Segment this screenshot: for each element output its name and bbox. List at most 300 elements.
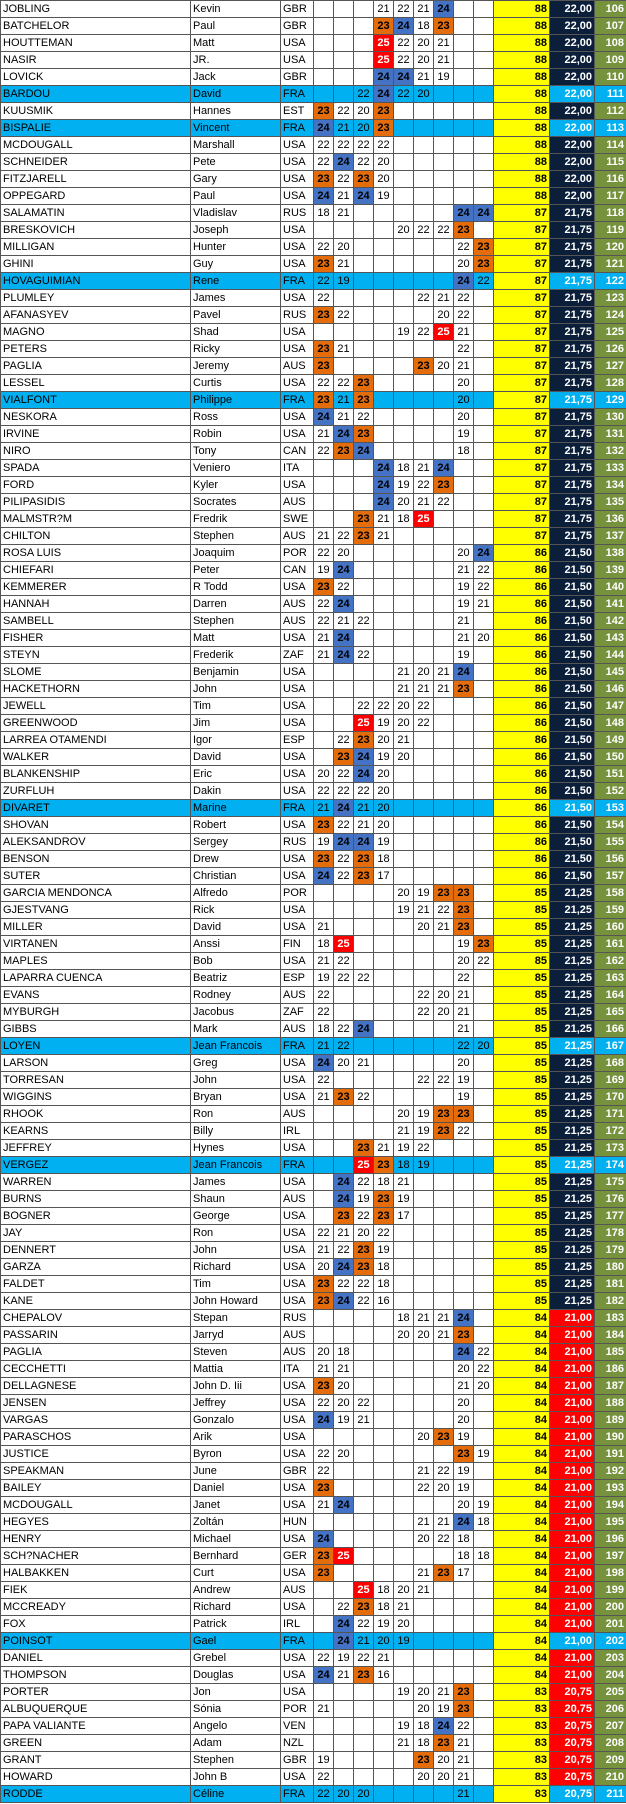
score-cell	[434, 375, 454, 392]
total-cell: 85	[494, 987, 550, 1004]
last-name-cell: PORTER	[1, 1684, 191, 1701]
score-cell: 23	[454, 681, 474, 698]
average-cell: 21,25	[550, 919, 595, 936]
score-cell: 23	[474, 256, 494, 273]
score-cell: 22	[314, 596, 334, 613]
score-cell: 17	[374, 868, 394, 885]
table-row	[1, 69, 626, 86]
score-cell: 20	[334, 545, 354, 562]
first-name-cell: Sergey	[191, 834, 281, 851]
score-cell: 21	[414, 1310, 434, 1327]
score-cell: 21	[474, 596, 494, 613]
score-cell: 22	[354, 1616, 374, 1633]
score-cell: 19	[374, 749, 394, 766]
last-name-cell: MCCREADY	[1, 1599, 191, 1616]
score-cell: 18	[374, 1174, 394, 1191]
score-cell: 23	[354, 1140, 374, 1157]
score-cell: 21	[314, 1361, 334, 1378]
score-cell	[474, 698, 494, 715]
score-cell	[434, 1055, 454, 1072]
rank-cell: 119	[595, 222, 626, 239]
score-cell: 22	[314, 290, 334, 307]
table-row	[1, 1072, 626, 1089]
score-cell	[334, 1769, 354, 1786]
table-row	[1, 987, 626, 1004]
score-cell	[374, 1565, 394, 1582]
score-cell: 22	[334, 1242, 354, 1259]
score-cell	[354, 1123, 374, 1140]
last-name-cell: SALAMATIN	[1, 205, 191, 222]
score-cell	[454, 137, 474, 154]
score-cell	[354, 1735, 374, 1752]
score-cell: 23	[314, 1276, 334, 1293]
table-row	[1, 613, 626, 630]
score-cell	[414, 120, 434, 137]
rank-cell: 188	[595, 1395, 626, 1412]
score-cell	[434, 732, 454, 749]
first-name-cell: Kevin	[191, 1, 281, 18]
score-cell	[374, 256, 394, 273]
average-cell: 21,25	[550, 1174, 595, 1191]
score-cell	[314, 222, 334, 239]
average-cell: 22,00	[550, 1, 595, 18]
score-cell	[414, 426, 434, 443]
table-row	[1, 1582, 626, 1599]
score-cell: 16	[374, 1667, 394, 1684]
country-cell: GER	[281, 1548, 314, 1565]
score-cell: 23	[354, 868, 374, 885]
score-cell	[474, 188, 494, 205]
table-row	[1, 545, 626, 562]
score-cell	[434, 783, 454, 800]
total-cell: 83	[494, 1718, 550, 1735]
score-cell: 21	[454, 987, 474, 1004]
average-cell: 21,25	[550, 936, 595, 953]
score-cell: 23	[374, 18, 394, 35]
score-cell	[414, 1412, 434, 1429]
rank-cell: 152	[595, 783, 626, 800]
average-cell: 21,25	[550, 1208, 595, 1225]
score-cell: 18	[334, 1344, 354, 1361]
score-cell: 21	[354, 1633, 374, 1650]
rank-cell: 121	[595, 256, 626, 273]
score-cell: 22	[414, 477, 434, 494]
score-cell	[314, 1140, 334, 1157]
score-cell: 20	[394, 885, 414, 902]
score-cell: 23	[414, 358, 434, 375]
score-cell	[474, 715, 494, 732]
score-cell	[474, 69, 494, 86]
total-cell: 88	[494, 52, 550, 69]
rank-cell: 132	[595, 443, 626, 460]
table-row	[1, 324, 626, 341]
country-cell: USA	[281, 290, 314, 307]
last-name-cell: HALBAKKEN	[1, 1565, 191, 1582]
total-cell: 87	[494, 290, 550, 307]
rank-cell: 135	[595, 494, 626, 511]
score-cell	[414, 647, 434, 664]
score-cell	[414, 392, 434, 409]
first-name-cell: Ron	[191, 1225, 281, 1242]
rank-cell: 116	[595, 171, 626, 188]
score-cell: 19	[314, 834, 334, 851]
score-cell	[474, 1752, 494, 1769]
first-name-cell: Billy	[191, 1123, 281, 1140]
last-name-cell: MALMSTR?M	[1, 511, 191, 528]
score-cell: 24	[334, 800, 354, 817]
score-cell: 20	[354, 120, 374, 137]
score-cell: 22	[354, 1293, 374, 1310]
last-name-cell: MCDOUGALL	[1, 1497, 191, 1514]
score-cell	[434, 1667, 454, 1684]
score-cell: 24	[374, 477, 394, 494]
country-cell: AUS	[281, 987, 314, 1004]
score-cell	[354, 1004, 374, 1021]
score-cell	[414, 1242, 434, 1259]
total-cell: 86	[494, 545, 550, 562]
table-row	[1, 970, 626, 987]
country-cell: USA	[281, 477, 314, 494]
score-cell	[374, 1735, 394, 1752]
rank-cell: 211	[595, 1786, 626, 1803]
table-row	[1, 1769, 626, 1786]
score-cell: 22	[454, 307, 474, 324]
average-cell: 21,75	[550, 358, 595, 375]
score-cell	[474, 817, 494, 834]
score-cell: 20	[374, 171, 394, 188]
score-cell	[334, 1514, 354, 1531]
score-cell	[434, 596, 454, 613]
country-cell: POR	[281, 1701, 314, 1718]
first-name-cell: Zoltán	[191, 1514, 281, 1531]
score-cell	[414, 1616, 434, 1633]
score-cell	[454, 1157, 474, 1174]
rank-cell: 182	[595, 1293, 626, 1310]
average-cell: 21,00	[550, 1480, 595, 1497]
score-cell: 25	[374, 35, 394, 52]
score-cell	[314, 1718, 334, 1735]
first-name-cell: Patrick	[191, 1616, 281, 1633]
country-cell: USA	[281, 188, 314, 205]
last-name-cell: DIVARET	[1, 800, 191, 817]
total-cell: 86	[494, 851, 550, 868]
score-cell	[354, 1038, 374, 1055]
score-cell	[374, 1361, 394, 1378]
table-row	[1, 1225, 626, 1242]
score-cell: 22	[474, 562, 494, 579]
score-cell	[414, 307, 434, 324]
total-cell: 85	[494, 1293, 550, 1310]
last-name-cell: OPPEGARD	[1, 188, 191, 205]
average-cell: 21,50	[550, 817, 595, 834]
score-cell: 22	[414, 222, 434, 239]
country-cell: CAN	[281, 562, 314, 579]
rank-cell: 150	[595, 749, 626, 766]
average-cell: 21,50	[550, 596, 595, 613]
score-cell	[334, 681, 354, 698]
last-name-cell: RHOOK	[1, 1106, 191, 1123]
country-cell: USA	[281, 1259, 314, 1276]
score-cell: 18	[314, 1021, 334, 1038]
score-cell	[374, 630, 394, 647]
score-cell	[414, 970, 434, 987]
score-cell: 23	[354, 375, 374, 392]
score-cell	[454, 69, 474, 86]
total-cell: 86	[494, 868, 550, 885]
score-cell	[374, 358, 394, 375]
average-cell: 21,50	[550, 630, 595, 647]
score-cell: 22	[334, 766, 354, 783]
score-cell: 22	[334, 868, 354, 885]
score-cell: 20	[414, 1701, 434, 1718]
score-cell: 23	[454, 222, 474, 239]
score-cell	[354, 1429, 374, 1446]
score-cell	[414, 1650, 434, 1667]
score-cell	[474, 766, 494, 783]
total-cell: 84	[494, 1344, 550, 1361]
total-cell: 86	[494, 766, 550, 783]
score-cell: 20	[394, 1327, 414, 1344]
last-name-cell: IRVINE	[1, 426, 191, 443]
score-cell	[434, 1293, 454, 1310]
score-cell	[394, 103, 414, 120]
score-cell	[314, 681, 334, 698]
last-name-cell: BATCHELOR	[1, 18, 191, 35]
country-cell: FRA	[281, 1633, 314, 1650]
score-cell	[314, 460, 334, 477]
score-cell: 24	[314, 409, 334, 426]
score-cell	[434, 528, 454, 545]
score-cell	[454, 1582, 474, 1599]
score-cell	[434, 1157, 454, 1174]
country-cell: USA	[281, 698, 314, 715]
country-cell: VEN	[281, 1718, 314, 1735]
last-name-cell: VERGEZ	[1, 1157, 191, 1174]
score-cell: 19	[394, 1633, 414, 1650]
total-cell: 88	[494, 171, 550, 188]
score-cell	[434, 1633, 454, 1650]
score-cell	[374, 613, 394, 630]
score-cell	[454, 783, 474, 800]
score-cell	[434, 188, 454, 205]
score-cell: 22	[454, 970, 474, 987]
score-cell	[394, 154, 414, 171]
country-cell: FRA	[281, 120, 314, 137]
rank-cell: 186	[595, 1361, 626, 1378]
score-cell: 22	[454, 1123, 474, 1140]
score-cell: 21	[314, 1242, 334, 1259]
score-cell	[474, 1599, 494, 1616]
score-cell	[434, 1395, 454, 1412]
country-cell: GBR	[281, 1752, 314, 1769]
average-cell: 21,00	[550, 1310, 595, 1327]
first-name-cell: Steven	[191, 1344, 281, 1361]
score-cell	[374, 936, 394, 953]
average-cell: 21,50	[550, 613, 595, 630]
score-cell	[414, 1208, 434, 1225]
score-cell	[414, 936, 434, 953]
rank-cell: 160	[595, 919, 626, 936]
last-name-cell: HOVAGUIMIAN	[1, 273, 191, 290]
score-cell	[334, 222, 354, 239]
country-cell: USA	[281, 766, 314, 783]
score-cell	[374, 1310, 394, 1327]
score-cell	[474, 1140, 494, 1157]
score-cell	[414, 341, 434, 358]
first-name-cell: David	[191, 86, 281, 103]
score-cell	[474, 1123, 494, 1140]
score-cell: 19	[334, 1412, 354, 1429]
average-cell: 21,75	[550, 341, 595, 358]
first-name-cell: JR.	[191, 52, 281, 69]
score-cell: 23	[374, 120, 394, 137]
average-cell: 21,50	[550, 851, 595, 868]
first-name-cell: Douglas	[191, 1667, 281, 1684]
score-cell	[414, 205, 434, 222]
total-cell: 85	[494, 919, 550, 936]
score-cell: 22	[354, 1395, 374, 1412]
country-cell: RUS	[281, 1310, 314, 1327]
score-cell: 22	[414, 1004, 434, 1021]
score-cell: 24	[334, 1293, 354, 1310]
score-cell: 23	[434, 477, 454, 494]
total-cell: 88	[494, 103, 550, 120]
score-cell	[414, 1276, 434, 1293]
score-cell	[334, 477, 354, 494]
score-cell: 20	[474, 1378, 494, 1395]
score-cell	[474, 732, 494, 749]
country-cell: FRA	[281, 392, 314, 409]
score-cell	[394, 562, 414, 579]
score-cell: 21	[454, 324, 474, 341]
score-cell	[434, 970, 454, 987]
score-cell	[374, 1123, 394, 1140]
first-name-cell: Curtis	[191, 375, 281, 392]
country-cell: FRA	[281, 800, 314, 817]
score-cell	[334, 1684, 354, 1701]
score-cell	[474, 664, 494, 681]
score-cell	[434, 1786, 454, 1803]
score-cell	[434, 443, 454, 460]
score-cell	[474, 307, 494, 324]
total-cell: 83	[494, 1735, 550, 1752]
score-cell: 21	[454, 358, 474, 375]
last-name-cell: CHEPALOV	[1, 1310, 191, 1327]
score-cell: 20	[414, 52, 434, 69]
first-name-cell: John	[191, 1072, 281, 1089]
score-cell: 22	[394, 52, 414, 69]
total-cell: 86	[494, 579, 550, 596]
first-name-cell: Rick	[191, 902, 281, 919]
total-cell: 85	[494, 1242, 550, 1259]
score-cell	[354, 222, 374, 239]
score-cell	[394, 120, 414, 137]
score-cell	[454, 103, 474, 120]
score-cell: 20	[414, 1429, 434, 1446]
score-cell: 20	[454, 545, 474, 562]
score-cell: 22	[394, 86, 414, 103]
score-cell: 22	[374, 698, 394, 715]
score-cell: 19	[374, 1242, 394, 1259]
score-cell	[454, 1174, 474, 1191]
score-cell: 24	[314, 188, 334, 205]
score-cell	[354, 477, 374, 494]
score-cell: 19	[374, 715, 394, 732]
score-cell	[434, 1140, 454, 1157]
score-cell	[414, 1446, 434, 1463]
first-name-cell: John B	[191, 1769, 281, 1786]
rank-cell: 114	[595, 137, 626, 154]
average-cell: 21,75	[550, 528, 595, 545]
score-cell: 20	[334, 1378, 354, 1395]
total-cell: 83	[494, 1786, 550, 1803]
score-cell	[394, 341, 414, 358]
score-cell: 23	[354, 1259, 374, 1276]
last-name-cell: BURNS	[1, 1191, 191, 1208]
first-name-cell: Ricky	[191, 341, 281, 358]
score-cell	[314, 1208, 334, 1225]
score-cell: 24	[334, 1174, 354, 1191]
score-cell: 22	[334, 1021, 354, 1038]
score-cell: 24	[454, 1344, 474, 1361]
score-cell	[414, 239, 434, 256]
score-cell	[454, 1650, 474, 1667]
score-cell	[414, 1395, 434, 1412]
country-cell: USA	[281, 35, 314, 52]
total-cell: 86	[494, 715, 550, 732]
average-cell: 21,75	[550, 409, 595, 426]
score-cell	[354, 919, 374, 936]
average-cell: 21,75	[550, 443, 595, 460]
score-cell: 20	[414, 1531, 434, 1548]
score-cell: 22	[314, 1786, 334, 1803]
score-cell	[374, 1718, 394, 1735]
first-name-cell: Richard	[191, 1259, 281, 1276]
score-cell	[414, 613, 434, 630]
score-cell	[374, 239, 394, 256]
total-cell: 86	[494, 834, 550, 851]
last-name-cell: LARREA OTAMENDI	[1, 732, 191, 749]
score-cell: 20	[454, 375, 474, 392]
score-cell: 18	[394, 1157, 414, 1174]
score-cell	[334, 511, 354, 528]
first-name-cell: George	[191, 1208, 281, 1225]
first-name-cell: Stephen	[191, 1752, 281, 1769]
score-cell	[414, 1021, 434, 1038]
country-cell: USA	[281, 239, 314, 256]
score-cell: 18	[414, 1718, 434, 1735]
score-cell	[394, 970, 414, 987]
score-cell: 20	[374, 732, 394, 749]
rank-cell: 203	[595, 1650, 626, 1667]
average-cell: 21,00	[550, 1344, 595, 1361]
table-row	[1, 800, 626, 817]
score-cell: 23	[314, 392, 334, 409]
score-cell: 22	[474, 273, 494, 290]
score-cell	[474, 1191, 494, 1208]
score-cell	[314, 86, 334, 103]
first-name-cell: Hannes	[191, 103, 281, 120]
score-cell: 22	[474, 1344, 494, 1361]
last-name-cell: MILLER	[1, 919, 191, 936]
score-cell	[474, 324, 494, 341]
score-cell: 19	[374, 188, 394, 205]
total-cell: 88	[494, 1, 550, 18]
rank-cell: 125	[595, 324, 626, 341]
score-cell	[394, 137, 414, 154]
first-name-cell: Ross	[191, 409, 281, 426]
score-cell: 22	[314, 1395, 334, 1412]
